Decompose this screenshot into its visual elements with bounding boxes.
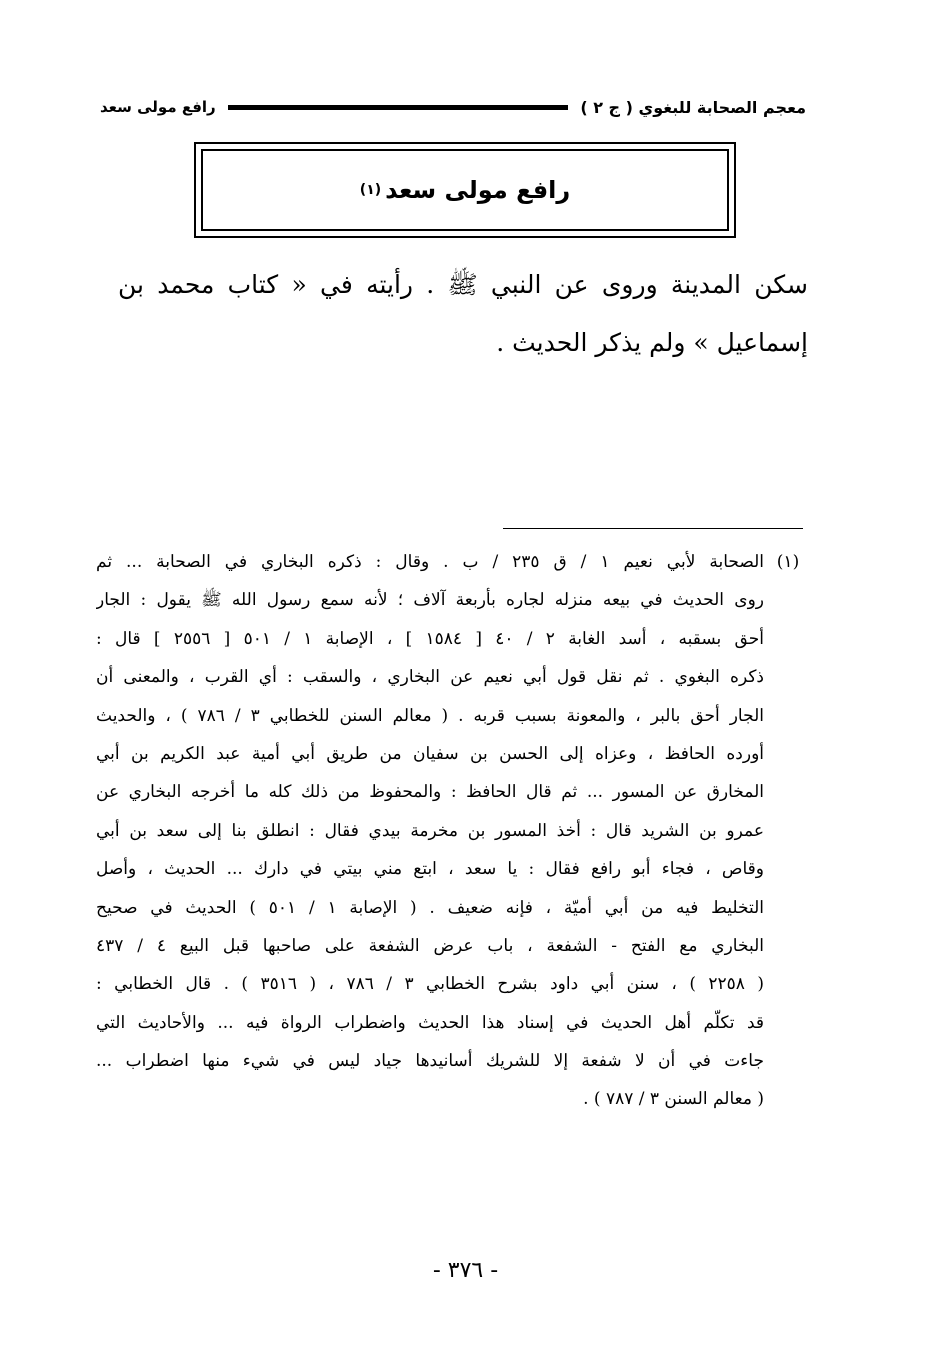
footnote-separator	[503, 528, 803, 529]
running-header-book-title: معجم الصحابة للبغوي ( ج ٢ )	[580, 97, 806, 117]
footnote-text	[96, 543, 764, 1119]
footnote-line: البخاري مع الفتح - الشفعة ، باب عرض الشفعة على صاحبها قبل البيع ٤ / ٤٣٧	[96, 935, 764, 956]
footnote-line: أحق بسقبه ، أسد الغابة ٢ / ٤٠ [ ١٥٨٤ ] ، الإصابة ١ / ٥٠١ [ ٢٥٥٦ ] قال :	[96, 628, 764, 649]
entry-title-box	[194, 142, 736, 238]
entry-title: رافع مولى سعد	[385, 176, 571, 204]
footnote-line: وقاص ، فجاء أبو رافع فقال : يا سعد ، ابتع مني بيتي في دارك ... الحديث ، وأصل	[96, 859, 764, 880]
body-paragraph: سكن المدينة وروى عن النبي ﷺ . رأيته في « كتاب محمد بن إسماعيل » ولم يذكر الحديث .	[118, 270, 808, 357]
footnote-line: ( معالم السنن ٣ / ٧٨٧ ) .	[583, 1089, 764, 1110]
footnote-line: قد تكلّم أهل الحديث في إسناد هذا الحديث واضطراب الرواة فيه ... والأحاديث التي	[96, 1012, 764, 1033]
title-footnote-marker: (١)	[359, 182, 382, 198]
footnote-line: روى الحديث في بيعه منزله لجاره بأربعة آلاف ؛ لأنه سمع رسول الله ﷺ يقول : الجار	[96, 590, 764, 611]
footnote-line: عمرو بن الشريد قال : أخذ المسور بن مخرمة بيدي فقال : انطلق بنا إلى سعد بن أبي	[96, 820, 764, 841]
footnote-line: أورده الحافظ ، وعزاه إلى الحسن بن سفيان من طريق أبي أمية عبد الكريم بن أبي	[96, 743, 764, 764]
page-number: - ٣٧٦ -	[432, 1258, 499, 1283]
footnote-line: المخارق عن المسور ... ثم قال الحافظ : والمحفوظ من ذلك كله ما أخرجه البخاري عن	[96, 782, 764, 803]
entry-title-frame	[201, 149, 729, 231]
entry-body	[118, 256, 808, 372]
running-header-entry-title: رافع مولى سعد	[100, 98, 216, 116]
footnote-line: الجار أحق بالبر ، والمعونة بسبب قربه . ( معالم السنن للخطابي ٣ / ٧٨٦ ) ، والحديث	[96, 705, 764, 726]
footnote-line: الصحابة لأبي نعيم ١ / ق ٢٣٥ / ب . وقال : ذكره البخاري في الصحابة ... ثم	[96, 552, 764, 572]
running-header	[100, 92, 806, 122]
footnote-line: ذكره البغوي . ثم نقل قول أبي نعيم عن البخاري ، والسقب : أي القرب ، والمعنى أن	[96, 667, 764, 688]
footnote-number: (١)	[776, 552, 800, 572]
footnote	[96, 543, 812, 1119]
footnote-line: التخليط فيه من أبي أميّة ، فإنه ضعيف . ( الإصابة ١ / ٥٠١ ) الحديث في صحيح	[96, 897, 764, 918]
header-rule	[228, 105, 569, 110]
footnote-line: ( ٢٢٥٨ ) ، سنن أبي داود بشرح الخطابي ٣ / ٧٨٦ ، ( ٣٥١٦ ) . قال الخطابي :	[96, 974, 764, 995]
footnote-line: جاءت في أن لا شفعة إلا للشريك أسانيدها جياد ليس في شيء منها اضطراب ...	[96, 1051, 764, 1072]
